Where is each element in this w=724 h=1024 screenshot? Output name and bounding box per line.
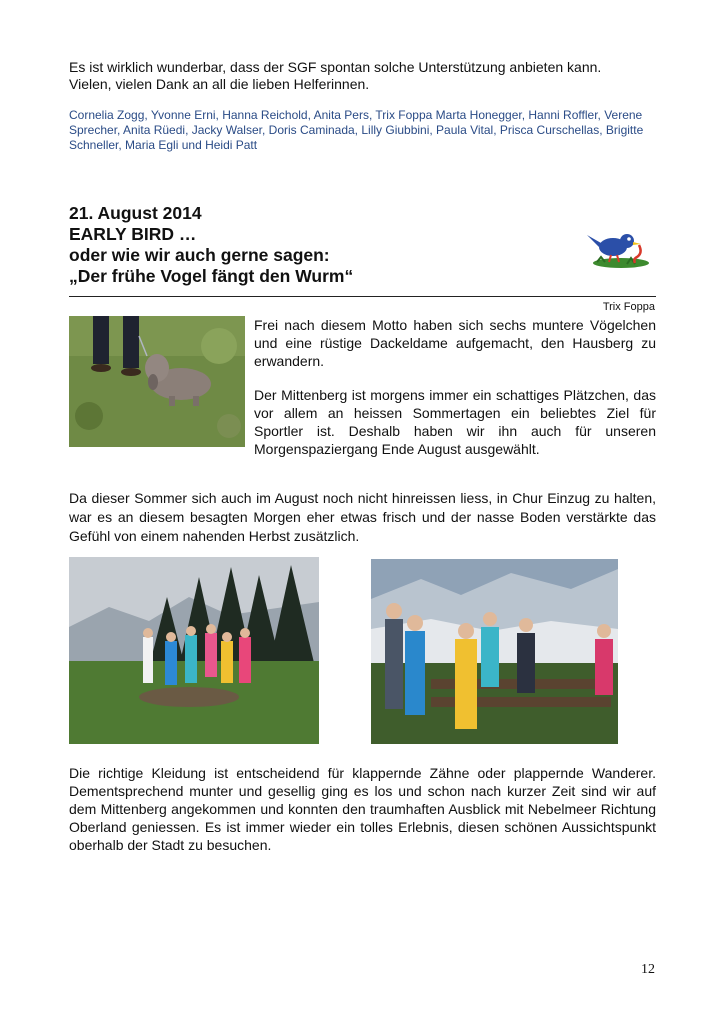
intro-line-1: Es ist wirklich wunderbar, dass der SGF spontan solche Unterstützung anbieten kann. xyxy=(69,59,602,75)
intro-line-2: Vielen, vielen Dank an all die lieben Helferinnen. xyxy=(69,76,370,92)
bird-with-worm-icon xyxy=(583,229,653,269)
group-photo-viewpoint xyxy=(371,559,618,744)
title-quote: „Der frühe Vogel fängt den Wurm“ xyxy=(69,266,354,286)
mittenberg-paragraph: Der Mittenberg ist morgens immer ein schattiges Plätzchen, das vor allem an heissen Sommertagen ein beliebtes Ziel für Sportler ist. Deshalb haben wir ihn auch für unseren Morgenspaziergang Ende August ausgewählt. xyxy=(254,387,656,457)
final-paragraph: Die richtige Kleidung ist entscheidend für klappernde Zähne oder plappernde Wanderer. Dementsprechend munter und gesellig ging es los und schon nach kurzer Zeit sind wir auf dem Mittenberg angekommen und konnten den traumhaften Ausblick mit Nebelmeer Richtung Oberland geniessen. Es ist immer wieder ein tolles Erlebnis, diesen schönen Aussichtspunkt oberhalb der Stadt zu besuchen. xyxy=(69,765,656,853)
title-divider xyxy=(69,296,656,297)
article-title xyxy=(69,203,353,287)
intro-paragraph xyxy=(69,59,659,93)
summer-paragraph: Da dieser Sommer sich auch im August noch nicht hinreissen liess, in Chur Einzug zu halten, war es an diesem besagten Morgen eher etwas frisch und der nasse Boden verstärkte das Gefühl von einem nahenden Herbst zusätzlich. xyxy=(69,490,656,544)
dog-photo xyxy=(69,316,245,447)
helpers-list: Cornelia Zogg, Yvonne Erni, Hanna Reichold, Anita Pers, Trix Foppa Marta Honegger, Hanni Roffler, Verene Sprecher, Anita Rüedi, Jacky Walser, Doris Caminada, Lilly Giubbini, Paula Vital, Prisca Curschellas, Brigitte Schneller, Maria Egli und Heidi Patt xyxy=(69,108,644,152)
page-number: 12 xyxy=(641,962,655,977)
title-main: EARLY BIRD … xyxy=(69,224,197,244)
title-sub: oder wie wir auch gerne sagen: xyxy=(69,245,330,265)
group-photo-forest xyxy=(69,557,319,744)
side-text xyxy=(254,316,656,474)
title-date: 21. August 2014 xyxy=(69,203,202,223)
article-author: Trix Foppa xyxy=(602,301,655,313)
motto-paragraph: Frei nach diesem Motto haben sich sechs muntere Vögelchen und eine rüstige Dackeldame aufgemacht, den Hausberg zu erwandern. xyxy=(254,317,656,369)
